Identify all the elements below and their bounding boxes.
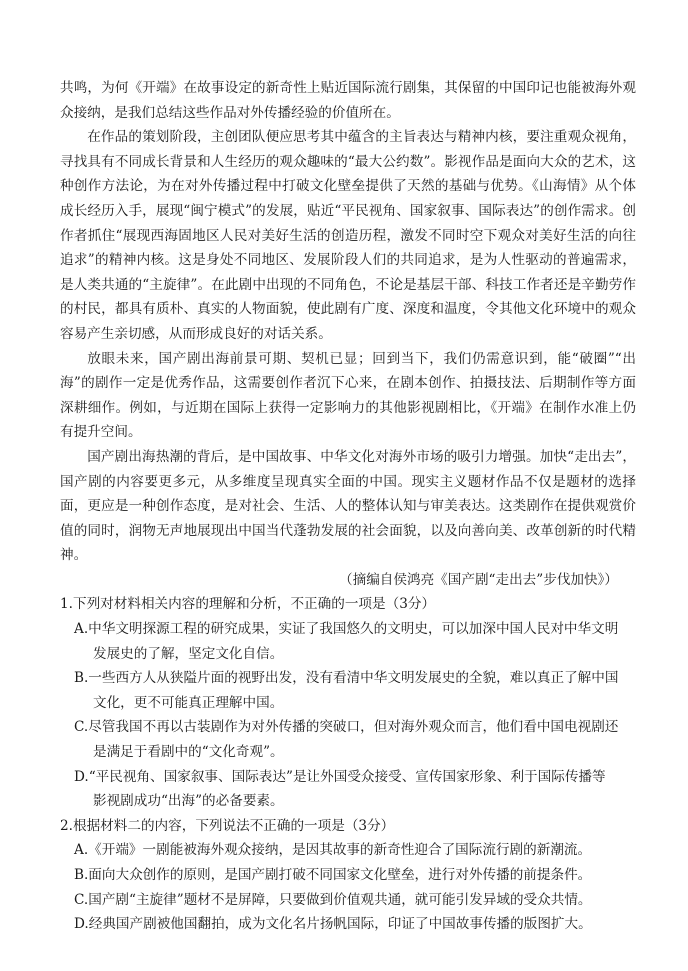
option-line-continued: 影视剧成功“出海”的必备要素。 [93,793,284,810]
paragraph-4: 国产剧出海热潮的背后，是中国故事、中华文化对海外市场的吸引力增强。加快“走出去”，国产剧的内容要更多元，从多维度呈现真实全面的中国。现实主义题材作品不仅是题材的选择面，更应是一种创作态度，是对社会、生活、人的整体认知与审美表达。这类剧作在提供观赏价值的同时，润物无声地展现出中国当代蓬勃发展的社会面貌，以及向善向美、改革创新的时代精神。 [60,448,636,564]
option-c: C.国产剧“主旋律”题材不是屏障，只要做到价值观共通，就可能引发异域的受众共情。 [74,891,592,908]
option-c [60,715,636,764]
option-line-continued: 发展史的了解，坚定文化自信。 [93,645,284,662]
option-line: B.一些西方人从狭隘片面的视野出发，没有看清中华文明发展史的全貌，难以真正了解中国 [74,670,619,687]
option-b [60,666,636,715]
option-b: B.面向大众创作的原则，是国产剧打破不同国家文化壁垒，进行对外传播的前提条件。 [74,867,592,883]
option-line: A.中华文明探源工程的研究成果，实证了我国悠久的文明史，可以加深中国人民对中华文明 [74,621,619,638]
option-line-continued: 文化，更不可能真正理解中国。 [93,694,284,711]
option-a [60,617,636,666]
question-2 [60,814,636,937]
paragraph-2: 在作品的策划阶段，主创团队便应思考其中蕴含的主旨表达与精神内核，要注重观众视角，寻找具有不同成长背景和人生经历的观众趣味的“最大公约数”。影视作品是面向大众的艺术，这种创作方法论，为在对外传播过程中打破文化壁垒提供了天然的基础与优势。《山海情》从个体成长经历入手，展现“闽宁模式”的发展，贴近“平民视角、国家叙事、国际表达”的创作需求。创作者抓住“展现西海固地区人民对美好生活的创造历程，激发不同时空下观众对美好生活的向往追求”的精神内核。这是身处不同地区、发展阶段人们的共同追求，是为人性驱动的普遍需求，是人类共通的“主旋律”。在此剧中出现的不同角色，不论是基层干部、科技工作者还是辛勤劳作的村民，都具有质朴、真实的人物面貌，使此剧有广度、深度和温度，令其他文化环境中的观众容易产生亲切感，从而形成良好的对话关系。 [60,129,636,342]
option-d [60,765,636,814]
option-line-continued: 是满足于看剧中的“文化奇观”。 [93,744,284,761]
paragraph-1: 共鸣，为何《开端》在故事设定的新奇性上贴近国际流行剧集，其保留的中国印记也能被海外观众接纳，是我们总结这些作品对外传播经验的价值所在。 [60,80,636,121]
source-citation: （摘编自侯鸿亮《国产剧“走出去”步伐加快》） [339,571,618,588]
paragraph-3: 放眼未来，国产剧出海前景可期、契机已显；回到当下，我们仍需意识到，能“破圈”“出海”的剧作一定是优秀作品，这需要创作者沉下心来，在剧本创作、拍摄技法、后期制作等方面深耕细作。例如，与近期在国际上获得一定影响力的其他影视剧相比，《开端》在制作水准上仍有提升空间。 [60,350,636,441]
question-stem: 2.根据材料二的内容，下列说法不正确的一项是（3分） [60,817,395,834]
question-1 [60,592,636,813]
option-d: D.经典国产剧被他国翻拍，成为文化名片扬帆国际，印证了中国故事传播的版图扩大。 [74,916,592,933]
option-a: A.《开端》一剧能被海外观众接纳，是因其故事的新奇性迎合了国际流行剧的新潮流。 [74,842,592,859]
question-stem: 1.下列对材料相关内容的理解和分析，不正确的一项是（3分） [60,596,436,613]
option-line: D.“平民视角、国家叙事、国际表达”是让外国受众接受、宣传国家形象、利于国际传播等 [74,768,606,785]
option-line: C.尽管我国不再以古装剧作为对外传播的突破口，但对海外观众而言，他们看中国电视剧还 [74,719,619,736]
